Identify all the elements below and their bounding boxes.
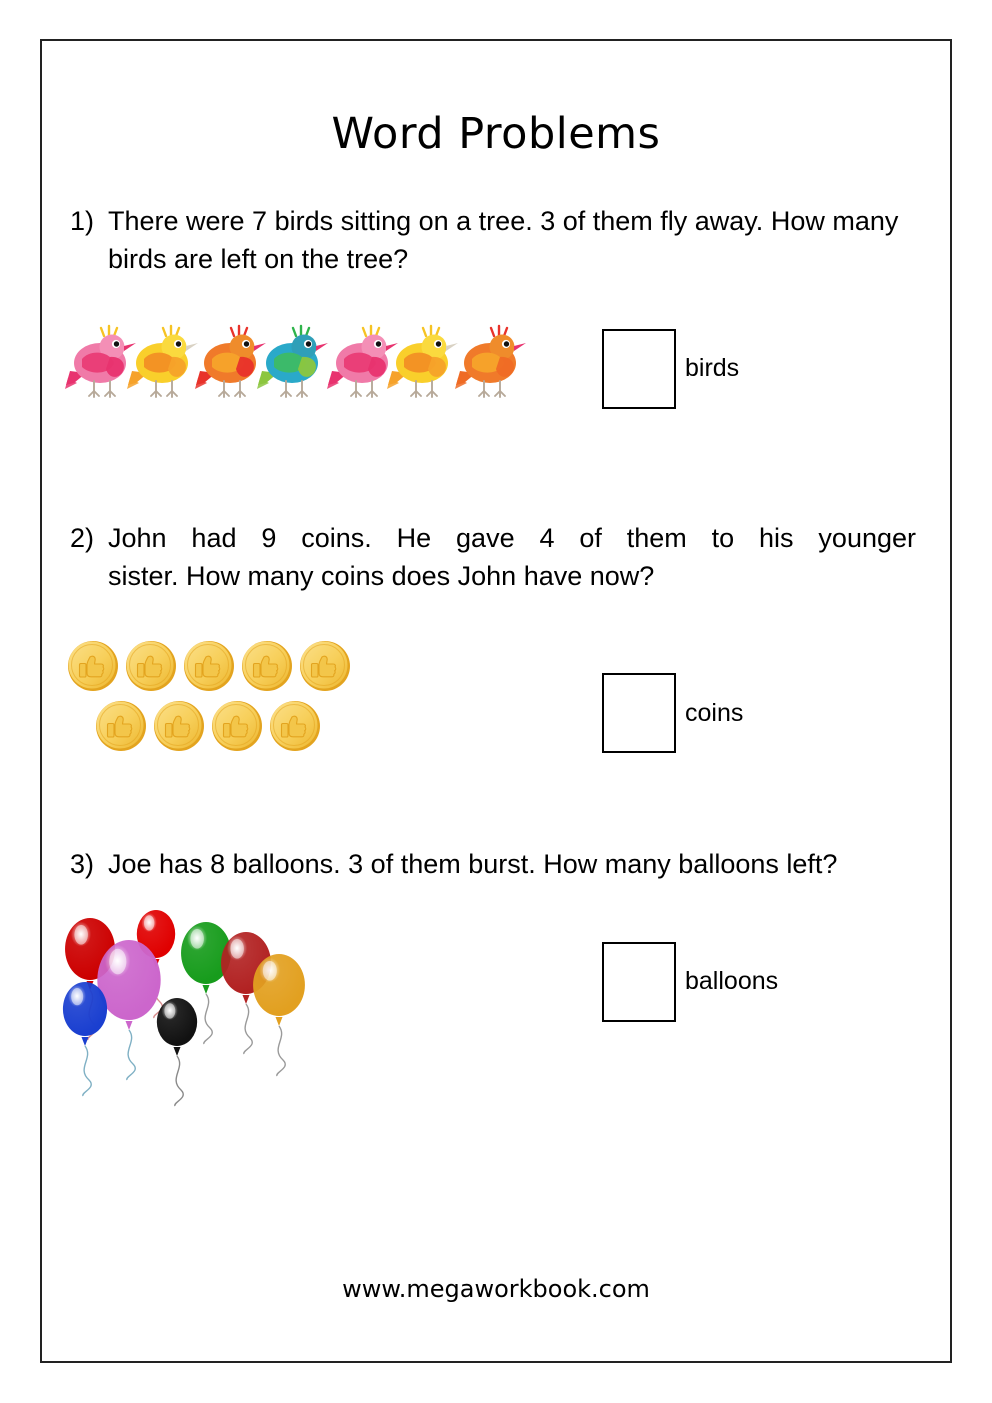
problem-2	[42, 519, 950, 754]
problem-2-line-1: John had 9 coins. He gave 4 of them to his younger	[108, 522, 916, 553]
problem-1-answer	[602, 323, 950, 409]
problem-2-text	[108, 519, 950, 596]
balloon-orange-icon	[252, 954, 306, 1083]
answer-box-balloons[interactable]	[602, 942, 676, 1022]
coin-icon	[182, 639, 236, 693]
coin-icon	[268, 699, 322, 753]
problem-3-number: 3)	[70, 849, 95, 880]
bird-red-icon	[454, 323, 526, 409]
problem-3-answer	[602, 910, 950, 1022]
coins-group	[66, 639, 602, 753]
coin-icon	[152, 699, 206, 753]
problem-2-line-2: sister. How many coins does John have now?	[108, 560, 655, 591]
coin-icon	[124, 639, 178, 693]
problem-2-body	[42, 639, 950, 753]
problem-2-number: 2)	[70, 522, 95, 553]
balloons-group	[52, 910, 302, 1060]
birds-group	[64, 323, 602, 415]
problem-1-line-2: How many birds are left on the tree?	[108, 206, 899, 275]
problem-2-statement	[42, 519, 950, 596]
coin-icon	[94, 699, 148, 753]
footer-url: www.megaworkbook.com	[342, 1275, 650, 1303]
coin-icon	[298, 639, 352, 693]
problem-1-number: 1)	[70, 206, 95, 236]
coin-icon	[240, 639, 294, 693]
answer-box-birds[interactable]	[602, 329, 676, 409]
bird-yellow-icon	[126, 323, 198, 409]
problem-2-illustration	[42, 639, 602, 753]
answer-unit-coins: coins	[685, 698, 744, 727]
problem-3-text	[108, 845, 950, 883]
coin-row	[94, 699, 602, 753]
balloon-blue-icon	[62, 982, 108, 1103]
coin-row	[66, 639, 602, 693]
problem-1	[42, 202, 950, 415]
answer-box-coins[interactable]	[602, 673, 676, 753]
worksheet-page	[40, 39, 952, 1363]
bird-yellow2-icon	[386, 323, 458, 409]
problem-3-line-2: left?	[786, 849, 838, 880]
answer-unit-balloons: balloons	[685, 967, 779, 996]
problem-3	[42, 845, 950, 1059]
problem-3-line-1: Joe has 8 balloons. 3 of them burst. How many balloons	[108, 849, 779, 880]
problem-1-line-1: There were 7 birds sitting on a tree. 3 of them fly away.	[108, 206, 764, 236]
problem-1-statement	[42, 202, 950, 279]
problem-3-body	[42, 910, 950, 1060]
coin-icon	[210, 699, 264, 753]
problem-1-text	[108, 202, 950, 279]
problem-1-body	[42, 323, 950, 415]
bird-teal-icon	[256, 323, 328, 409]
page-title: Word Problems	[331, 109, 661, 159]
problem-3-illustration	[42, 910, 602, 1060]
coin-icon	[66, 639, 120, 693]
answer-unit-birds: birds	[685, 354, 740, 383]
problem-1-illustration	[42, 323, 602, 415]
problem-3-statement	[42, 845, 950, 883]
problem-2-answer	[602, 639, 950, 753]
